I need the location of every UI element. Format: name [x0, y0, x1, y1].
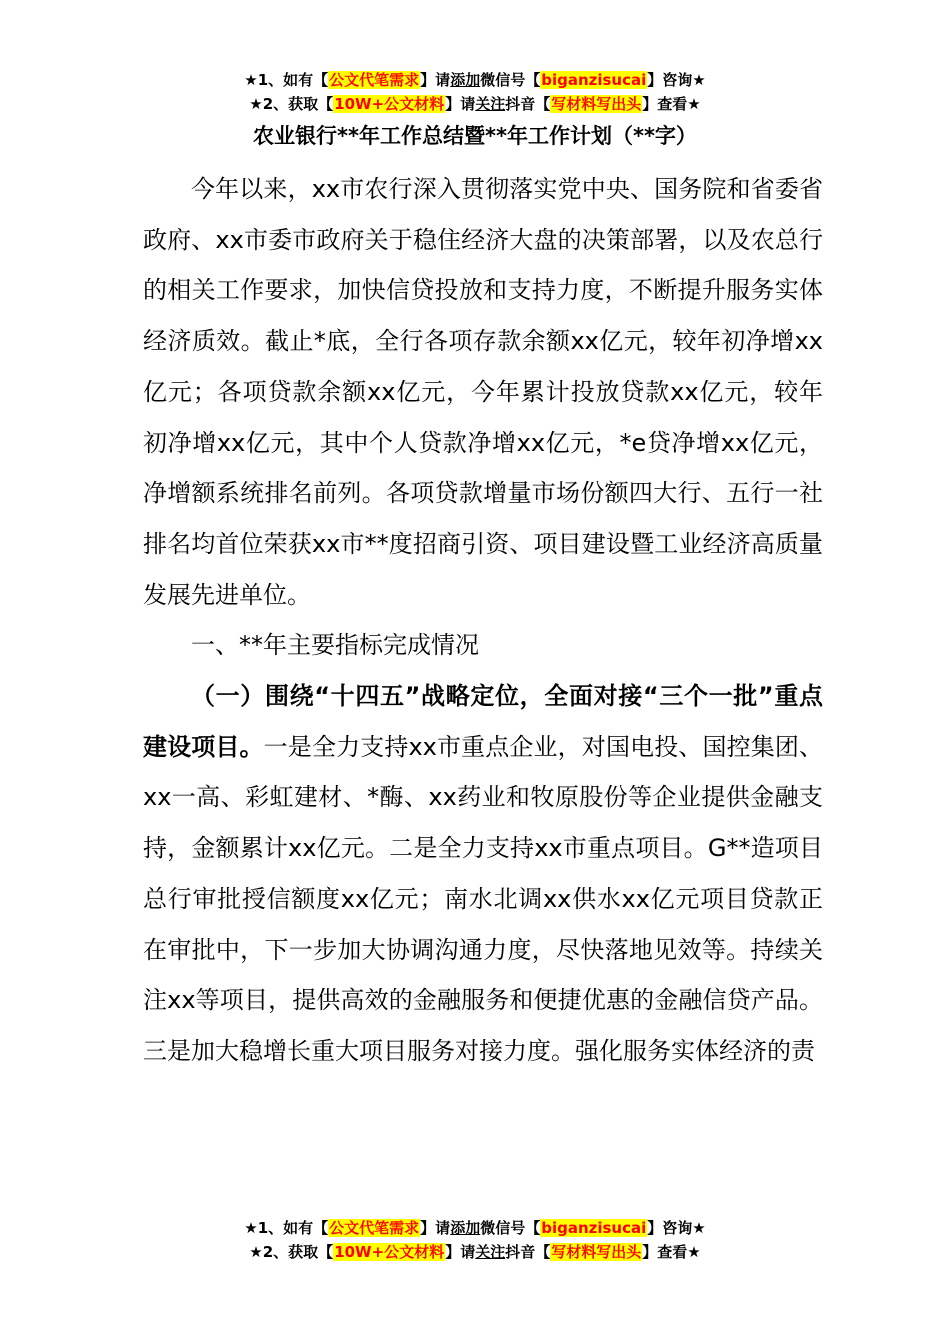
banner-text: 】查看★	[642, 95, 701, 113]
banner-highlight: biganzisucai	[541, 71, 647, 89]
banner-text: 】咨询★	[647, 1219, 706, 1237]
banner-text: 】请	[445, 1243, 476, 1261]
banner-underlined-text: 添加	[450, 71, 481, 89]
banner-text: 】请	[420, 71, 451, 89]
banner-underlined-text: 添加	[450, 1219, 481, 1237]
banner-highlight: 10W+公文材料	[334, 1243, 445, 1261]
banner-highlight: 10W+公文材料	[334, 95, 445, 113]
banner-text: ★2、获取【	[249, 1243, 334, 1261]
banner-line-2	[0, 1240, 950, 1264]
banner-underlined-text: 关注	[475, 1243, 506, 1261]
footer-banner	[0, 1216, 950, 1264]
banner-text: 微信号【	[480, 71, 541, 89]
banner-text: 】咨询★	[647, 71, 706, 89]
paragraph-intro: 今年以来，xx市农行深入贯彻落实党中央、国务院和省委省政府、xx市委市政府关于稳住经济大盘的决策部署，以及农总行的相关工作要求，加快信贷投放和支持力度，不断提升服务实体经济质效。截止*底，全行各项存款余额xx亿元，较年初净增xx亿元；各项贷款余额xx亿元，今年累计投放贷款xx亿元，较年初净增xx亿元，其中个人贷款净增xx亿元，*e贷净增xx亿元，净增额系统排名前列。各项贷款增量市场份额四大行、五行一社排名均首位荣获xx市**度招商引资、项目建设暨工业经济高质量发展先进单位。	[143, 175, 823, 609]
banner-highlight: 写材料写出头	[551, 95, 642, 113]
banner-line-1	[0, 1216, 950, 1240]
banner-highlight: 公文代笔需求	[329, 1219, 420, 1237]
banner-line-2	[0, 92, 950, 116]
paragraph-section-1	[143, 671, 823, 1077]
document-title: 农业银行**年工作总结暨**年工作计划（**字）	[253, 124, 697, 148]
section-heading: 一、**年主要指标完成情况	[191, 631, 479, 660]
header-banner	[0, 68, 950, 116]
banner-text: ★1、如有【	[244, 1219, 329, 1237]
banner-text: ★2、获取【	[249, 95, 334, 113]
banner-highlight: biganzisucai	[541, 1219, 647, 1237]
banner-text: 】请	[420, 1219, 451, 1237]
banner-highlight: 写材料写出头	[551, 1243, 642, 1261]
paragraph-text: 一是全力支持xx市重点企业，对国电投、国控集团、xx一高、彩虹建材、*酶、xx药业和牧原股份等企业提供金融支持，金额累计xx亿元。二是全力支持xx市重点项目。G**造项目总行审批授信额度xx亿元；南水北调xx供水xx亿元项目贷款正在审批中，下一步加大协调沟通力度，尽快落地见效等。持续关注xx等项目，提供高效的金融服务和便捷优惠的金融信贷产品。三是加大稳增长重大项目服务对接力度。强化服务实体经济的责	[143, 732, 824, 1065]
document-body	[143, 164, 823, 1077]
subsection-heading: （一）围绕“十四五”战略定位，全面对接“三个一批”重点建设项目。	[143, 682, 823, 761]
banner-highlight: 公文代笔需求	[329, 71, 420, 89]
banner-text: 微信号【	[480, 1219, 541, 1237]
banner-text: ★1、如有【	[244, 71, 329, 89]
banner-text: 抖音【	[505, 1243, 551, 1261]
banner-text: 】查看★	[642, 1243, 701, 1261]
banner-underlined-text: 关注	[475, 95, 506, 113]
banner-text: 】请	[445, 95, 476, 113]
banner-text: 抖音【	[505, 95, 551, 113]
banner-line-1	[0, 68, 950, 92]
